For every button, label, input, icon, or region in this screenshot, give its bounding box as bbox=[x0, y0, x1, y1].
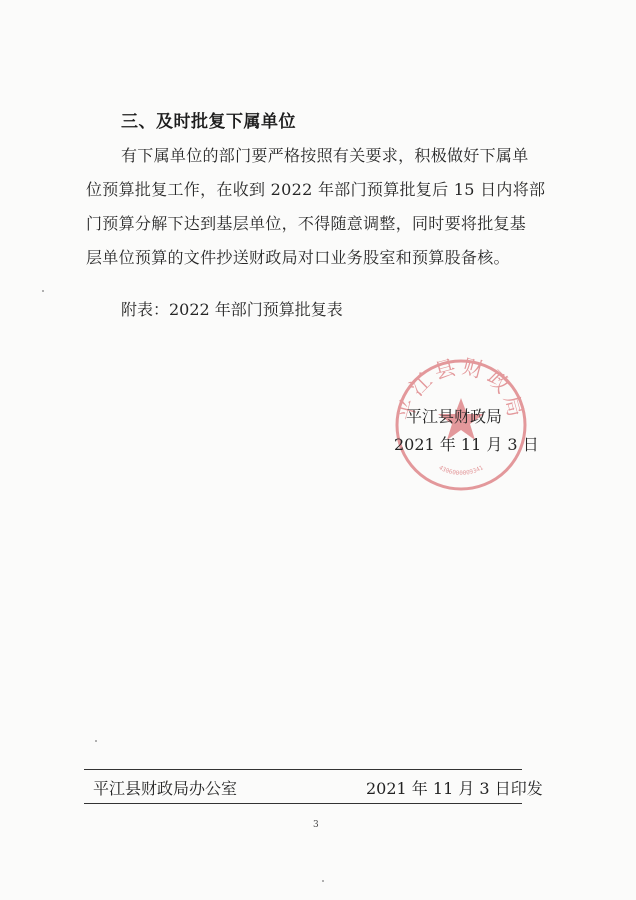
issuing-office: 平江县财政局办公室 bbox=[93, 779, 238, 798]
print-date: 2021 年 11 月 3 日印发 bbox=[366, 779, 543, 798]
attachment-note: 附表：2022 年部门预算批复表 bbox=[121, 300, 343, 319]
section-heading: 三、及时批复下属单位 bbox=[121, 112, 296, 132]
svg-text:4306000009341 bbox=[437, 464, 484, 477]
scan-speck bbox=[95, 740, 97, 742]
seal-text: 平江县财政局 bbox=[393, 356, 529, 424]
footer-rule-top bbox=[84, 769, 522, 770]
footer-rule-bottom bbox=[84, 803, 522, 804]
paragraph-line: 有下属单位的部门要严格按照有关要求，积极做好下属单 bbox=[121, 146, 529, 165]
paragraph-line: 层单位预算的文件抄送财政局对口业务股室和预算股备核。 bbox=[86, 248, 510, 267]
scan-speck bbox=[322, 880, 324, 882]
seal-code: 4306000009341 bbox=[437, 464, 485, 477]
page-number: 3 bbox=[313, 820, 319, 830]
paragraph-line: 位预算批复工作，在收到 2022 年部门预算批复后 15 日内将部 bbox=[86, 180, 546, 199]
scan-speck bbox=[42, 290, 44, 292]
paragraph-line: 门预算分解下达到基层单位，不得随意调整，同时要将批复基 bbox=[86, 214, 527, 233]
issuer-name: 平江县财政局 bbox=[406, 407, 503, 426]
issue-date: 2021 年 11 月 3 日 bbox=[394, 435, 539, 454]
